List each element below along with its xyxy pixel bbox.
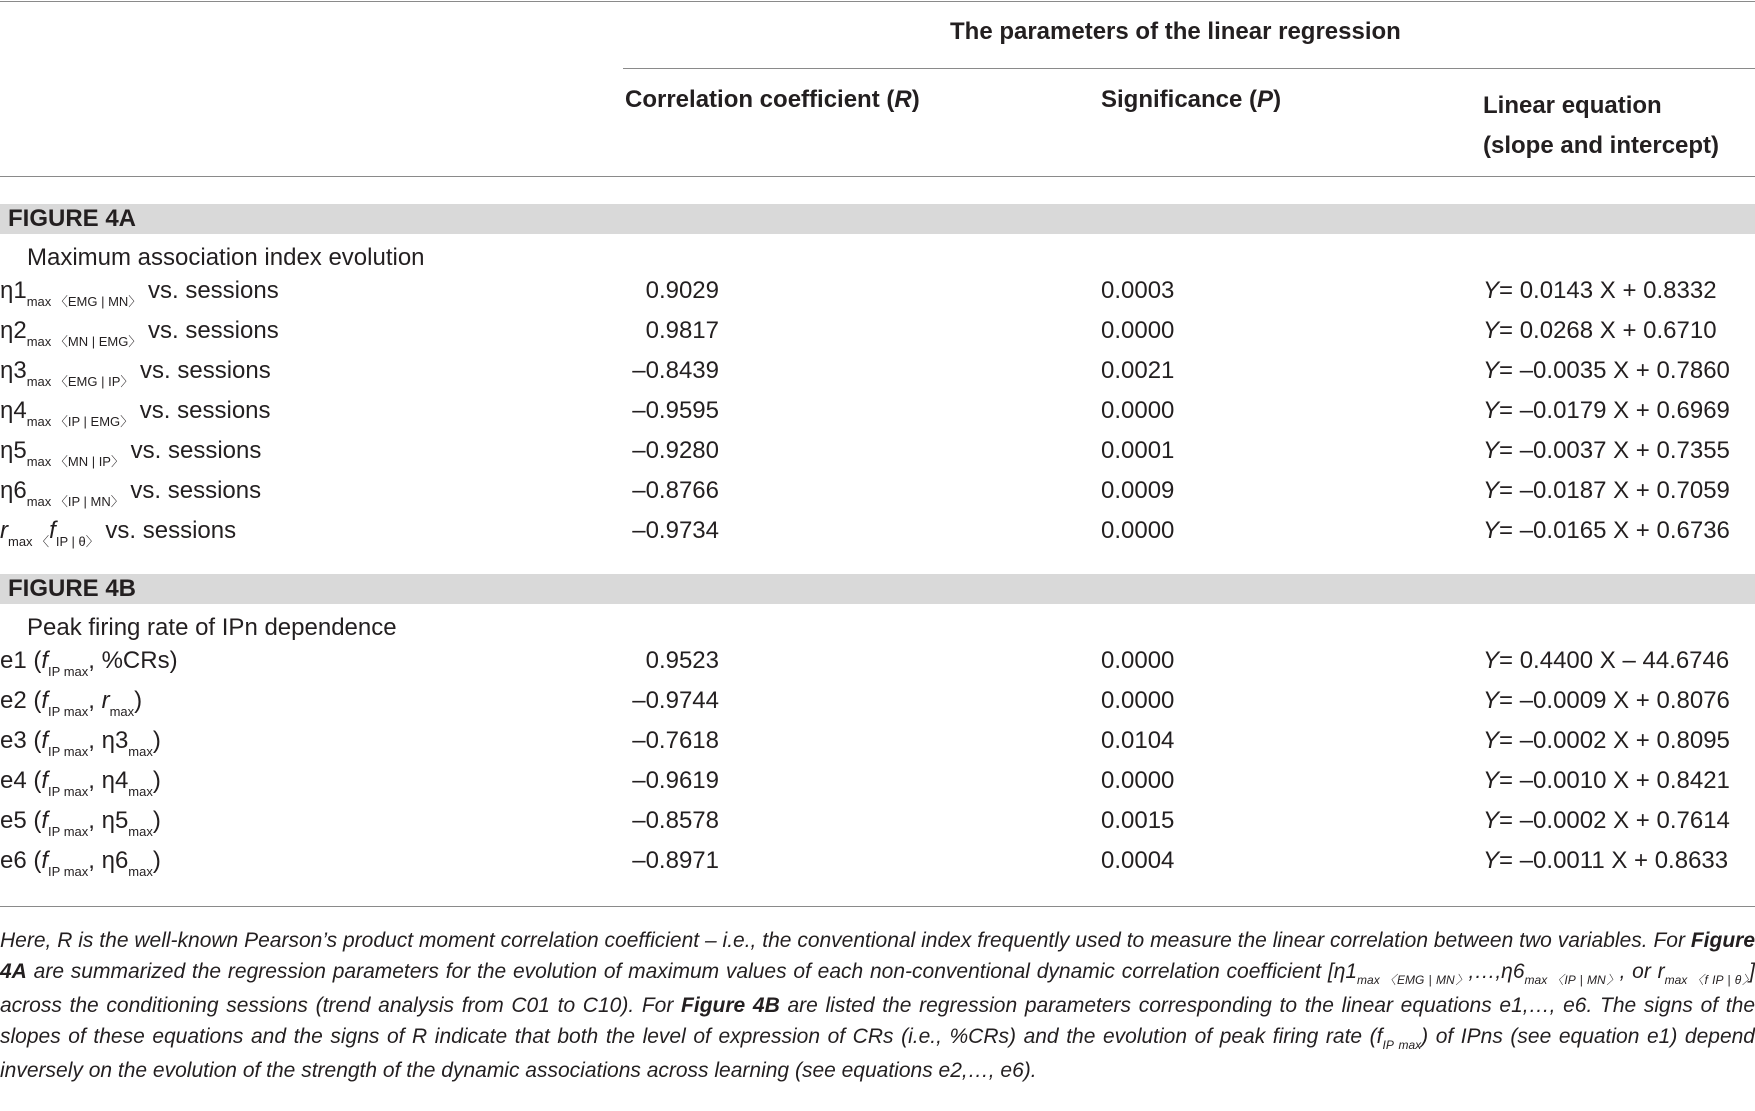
section-title-b: FIGURE 4B [8, 575, 137, 602]
row-label-symbol: η5 [0, 437, 27, 464]
equation-y: Y [1483, 517, 1500, 544]
value-p: 0.0104 [1101, 727, 1175, 754]
row-label-prefix: e2 ( [0, 687, 42, 714]
row-label [0, 767, 161, 798]
row-label-subscript: max 〈 [8, 534, 50, 549]
equation-body: = –0.0035 X + 0.7860 [1499, 357, 1730, 384]
linear-equation [1483, 767, 1730, 795]
equation-y: Y [1483, 847, 1500, 874]
row-label-close: ) [134, 687, 143, 714]
row-label-symbol: r [0, 517, 8, 544]
row-label-f-subscript: IP max [48, 824, 89, 839]
column-header-correlation: Correlation coefficient (R) [625, 86, 920, 113]
row-label-f: f [41, 727, 49, 754]
equation-y: Y [1483, 687, 1500, 714]
section-subtitle-a: Maximum association index evolution [27, 244, 425, 271]
table-bottom-rule [0, 906, 1755, 907]
row-label [0, 277, 279, 308]
linear-equation [1483, 687, 1730, 715]
row-label-subscript: max 〈EMG | IP〉 [26, 374, 134, 389]
linear-equation [1483, 277, 1717, 305]
equation-y: Y [1483, 437, 1500, 464]
value-r: –0.9734 [632, 517, 719, 544]
linear-equation [1483, 517, 1730, 545]
row-label-f-subscript: IP max [48, 864, 89, 879]
row-label-suffix: vs. sessions [123, 437, 262, 464]
equation-y: Y [1483, 277, 1500, 304]
equation-y: Y [1483, 767, 1500, 794]
group-rule [623, 68, 1755, 69]
equation-body: = –0.0187 X + 0.7059 [1499, 477, 1730, 504]
row-label-close: ) [152, 847, 161, 874]
row-label [0, 477, 261, 508]
section-subtitle-b: Peak firing rate of IPn dependence [27, 614, 397, 641]
value-r: 0.9523 [645, 647, 719, 674]
equation-y: Y [1483, 317, 1500, 344]
row-label-subscript: max 〈IP | EMG〉 [26, 414, 134, 429]
row-label-prefix: e4 ( [0, 767, 42, 794]
equation-body: = 0.4400 X – 44.6746 [1499, 647, 1730, 674]
column-header-linear-equation: Linear equation (slope and intercept) [1483, 92, 1720, 159]
section-band-a [0, 204, 1755, 234]
linear-equation [1483, 437, 1730, 465]
row-label-symbol: η6 [0, 477, 27, 504]
row-label [0, 397, 271, 428]
row-label-subscript: max 〈IP | MN〉 [26, 494, 124, 509]
value-p: 0.0000 [1101, 687, 1175, 714]
row-label-separator: , [88, 847, 102, 874]
equation-body: = –0.0011 X + 0.8633 [1499, 847, 1729, 874]
equation-y: Y [1483, 807, 1500, 834]
row-label-f: f [41, 687, 49, 714]
row-label-f: f [41, 847, 49, 874]
value-p: 0.0003 [1101, 277, 1175, 304]
linear-equation [1483, 477, 1730, 505]
linear-equation [1483, 357, 1730, 385]
column-header-significance: Significance (P) [1101, 86, 1282, 113]
linear-equation [1483, 807, 1730, 835]
value-r: –0.8766 [632, 477, 719, 504]
row-label-second: r [101, 687, 110, 714]
section-band-b [0, 574, 1755, 604]
row-label [0, 437, 261, 468]
value-p: 0.0001 [1101, 437, 1175, 464]
equation-body: = –0.0002 X + 0.8095 [1499, 727, 1730, 754]
value-r: –0.7618 [632, 727, 719, 754]
value-p: 0.0015 [1101, 807, 1175, 834]
equation-body: = 0.0268 X + 0.6710 [1499, 317, 1717, 344]
value-r: 0.9029 [645, 277, 719, 304]
row-label-f: f [41, 767, 49, 794]
equation-body: = –0.0010 X + 0.8421 [1499, 767, 1730, 794]
row-label-prefix: e6 ( [0, 847, 42, 874]
row-label-second-subscript: max [128, 824, 153, 839]
row-label-close: ) [152, 807, 161, 834]
row-label-symbol: η2 [0, 317, 27, 344]
row-label-symbol: η1 [0, 277, 27, 304]
row-label-suffix: vs. sessions [133, 357, 271, 384]
row-label-prefix: e3 ( [0, 727, 42, 754]
row-label-second-subscript: max [128, 784, 153, 799]
value-r: –0.9280 [632, 437, 719, 464]
row-label-close: ) [152, 767, 161, 794]
row-label [0, 847, 161, 878]
equation-y: Y [1483, 357, 1500, 384]
linear-equation [1483, 647, 1729, 675]
row-label-f: f [49, 517, 56, 544]
value-r: 0.9817 [645, 317, 719, 344]
row-label-separator: , [88, 807, 102, 834]
row-label-subscript-2: IP | θ〉 [55, 534, 99, 549]
row-label-f: f [41, 647, 49, 674]
linear-equation [1483, 397, 1730, 425]
row-label-suffix: vs. sessions [141, 277, 279, 304]
row-label-f-subscript: IP max [48, 664, 89, 679]
row-label-symbol: η4 [0, 397, 27, 424]
equation-body: = –0.0002 X + 0.7614 [1499, 807, 1730, 834]
equation-body: = –0.0165 X + 0.6736 [1499, 517, 1730, 544]
value-r: –0.9595 [632, 397, 719, 424]
row-label-subscript: max 〈MN | IP〉 [26, 454, 124, 469]
row-label-close: ) [169, 647, 178, 674]
row-label [0, 727, 161, 758]
row-label-prefix: e5 ( [0, 807, 42, 834]
value-p: 0.0004 [1101, 847, 1175, 874]
row-label-second-subscript: max [109, 704, 135, 719]
value-r: –0.8578 [632, 807, 719, 834]
row-label-subscript: max 〈MN | EMG〉 [26, 334, 142, 349]
linear-equation [1483, 317, 1717, 345]
row-label-second: η6 [101, 847, 129, 874]
equation-y: Y [1483, 397, 1500, 424]
section-title-a: FIGURE 4A [8, 205, 137, 232]
top-rule [0, 1, 1755, 2]
row-label [0, 357, 271, 388]
linear-equation [1483, 727, 1730, 755]
row-label [0, 687, 142, 718]
row-label-close: ) [152, 727, 161, 754]
value-p: 0.0000 [1101, 517, 1175, 544]
row-label-second-subscript: max [128, 864, 153, 879]
value-r: –0.8971 [632, 847, 719, 874]
row-label-f-subscript: IP max [48, 784, 89, 799]
row-label-second: η5 [101, 807, 129, 834]
equation-y: Y [1483, 727, 1500, 754]
row-label [0, 807, 161, 838]
row-label-f: f [41, 807, 49, 834]
equation-body: = 0.0143 X + 0.8332 [1499, 277, 1717, 304]
row-label-f-subscript: IP max [48, 744, 89, 759]
row-label-separator: , [88, 687, 102, 714]
group-title: The parameters of the linear regression [950, 18, 1401, 45]
value-p: 0.0009 [1101, 477, 1175, 504]
row-label-separator: , [88, 767, 102, 794]
value-r: –0.9744 [632, 687, 719, 714]
row-label-suffix: vs. sessions [123, 477, 262, 504]
equation-body: = –0.0009 X + 0.8076 [1499, 687, 1730, 714]
row-label-suffix: vs. sessions [141, 317, 279, 344]
row-label-separator: , [88, 647, 102, 674]
equation-y: Y [1483, 477, 1500, 504]
row-label-second: η4 [101, 767, 129, 794]
row-label-second: η3 [101, 727, 129, 754]
equation-body: = –0.0037 X + 0.7355 [1499, 437, 1730, 464]
value-r: –0.8439 [632, 357, 719, 384]
row-label-f-subscript: IP max [48, 704, 89, 719]
linear-equation [1483, 847, 1728, 875]
row-label-symbol: η3 [0, 357, 27, 384]
row-label-subscript: max 〈EMG | MN〉 [26, 294, 142, 309]
row-label [0, 517, 236, 548]
value-p: 0.0000 [1101, 397, 1175, 424]
row-label-second: %CRs [101, 647, 170, 674]
row-label [0, 647, 178, 678]
value-p: 0.0000 [1101, 647, 1175, 674]
row-label-suffix: vs. sessions [133, 397, 271, 424]
header-bottom-rule [0, 176, 1755, 177]
value-p: 0.0000 [1101, 317, 1175, 344]
table-footnote: Here, R is the well-known Pearson’s product moment correlation coefficient – i.e., the conventional index frequently used to measure the linear correlation between two variables. For Figure 4A are summarized the regression parameters for the evolution of maximum values of each non-conventional dynamic correlation coefficient [$\eta 1_{max 〈EMG | MN〉},\dots,\eta 6_{max 〈IP | MN〉}$, or $r_{max 〈f IP | \theta〉}$] across the conditioning sessions (trend analysis from C01 to C10). For Figure 4B are listed the regression parameters corresponding to the linear equations e1,…, e6. The signs of the slopes of these equations and the signs of R indicate that both the level of expression of CRs (i.e., %CRs) and the evolution of peak firing rate $(f_{IP max})$ of IPns (see equation e1) depend inversely on the evolution of the strength of the dynamic associations across learning (see equations e2,…, e6). [0, 929, 1755, 1082]
equation-y: Y [1483, 647, 1500, 674]
equation-body: = –0.0179 X + 0.6969 [1499, 397, 1730, 424]
row-label-separator: , [88, 727, 102, 754]
row-label-suffix: vs. sessions [98, 517, 237, 544]
row-label [0, 317, 279, 348]
value-r: –0.9619 [632, 767, 719, 794]
value-p: 0.0021 [1101, 357, 1175, 384]
row-label-prefix: e1 ( [0, 647, 42, 674]
value-p: 0.0000 [1101, 767, 1175, 794]
row-label-second-subscript: max [128, 744, 153, 759]
